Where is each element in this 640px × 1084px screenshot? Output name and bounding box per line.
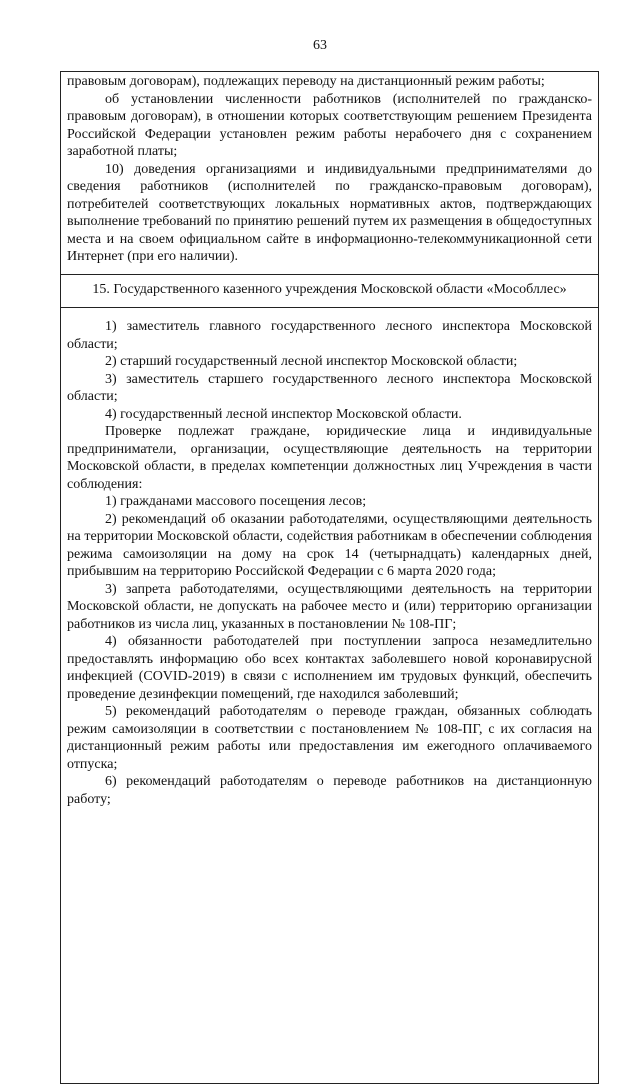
list-item: 5) рекомендаций работодателям о переводе граждан, обязанных соблюдать режим самоизоляции в соответствии с постановлением № 108-ПГ, с их согласия на дистанционный режим работы или предоставления им ежегодного оплачиваемого отпуска; <box>67 704 592 772</box>
list-item: 3) заместитель старшего государственного лесного инспектора Московской области; <box>67 371 592 404</box>
paragraph: Проверке подлежат граждане, юридические лица и индивидуальные предприниматели, организации, осуществляющие деятельность на территории Московской области, в пределах компетенции должностных лиц Учреждения в части соблюдения: <box>67 424 592 492</box>
section-heading: 15. Государственного казенного учреждения Московской области «Мособллес» <box>92 281 567 297</box>
paragraph: правовым договорам), подлежащих переводу на дистанционный режим работы; <box>67 74 545 89</box>
list-item: 3) запрета работодателями, осуществляющими деятельность на территории Московской области, не допускать на рабочее место и (или) территорию организации работников из числа лиц, указанных в постановлении № 108-ПГ; <box>67 581 592 632</box>
list-item: 1) гражданами массового посещения лесов; <box>105 494 367 509</box>
list-item: 6) рекомендаций работодателям о переводе работников на дистанционную работу; <box>67 774 592 807</box>
paragraph: об установлении численности работников (исполнителей по гражданско-правовым договорам), в отношении которых соответствующим решением Президента Российской Федерации установлен режим работы нерабочего дня с сохранением заработной платы; <box>67 91 592 159</box>
list-item: 2) старший государственный лесной инспектор Московской области; <box>105 354 518 369</box>
list-item: 4) обязанности работодателей при поступлении запроса незамедлительно предоставлять информацию обо всех контактах заболевшего новой коронавирусной инфекцией (COVID-2019) в связи с исполнением им трудовых функций, обеспечить проведение дезинфекции помещений, где находился заболевший; <box>67 634 592 702</box>
section-body-cell <box>61 307 598 1083</box>
list-item: 4) государственный лесной инспектор Московской области. <box>105 406 462 422</box>
top-cell <box>61 72 598 274</box>
list-item: 2) рекомендаций об оказании работодателями, осуществляющими деятельность на территории Московской области, содействия работникам в обеспечении соблюдения режима самоизоляции на дому на срок 14 (четырнадцать) календарных дней, прибывшим на территорию Российской Федерации с 6 марта 2020 года; <box>67 511 592 579</box>
paragraph: 10) доведения организациями и индивидуальными предпринимателями до сведения работников (исполнителей по гражданско-правовым договорам), потребителей соответствующих локальных нормативных актов, подтверждающих выполнение требований по принятию решений путем их размещения в общедоступных места и на своем официальном сайте в информационно-телекоммуникационной сети Интернет (при его наличии). <box>67 161 592 264</box>
page-number: 63 <box>313 38 327 53</box>
list-item: 1) заместитель главного государственного лесного инспектора Московской области; <box>67 319 592 352</box>
document-table <box>60 71 599 1084</box>
section-heading-cell <box>61 274 598 308</box>
